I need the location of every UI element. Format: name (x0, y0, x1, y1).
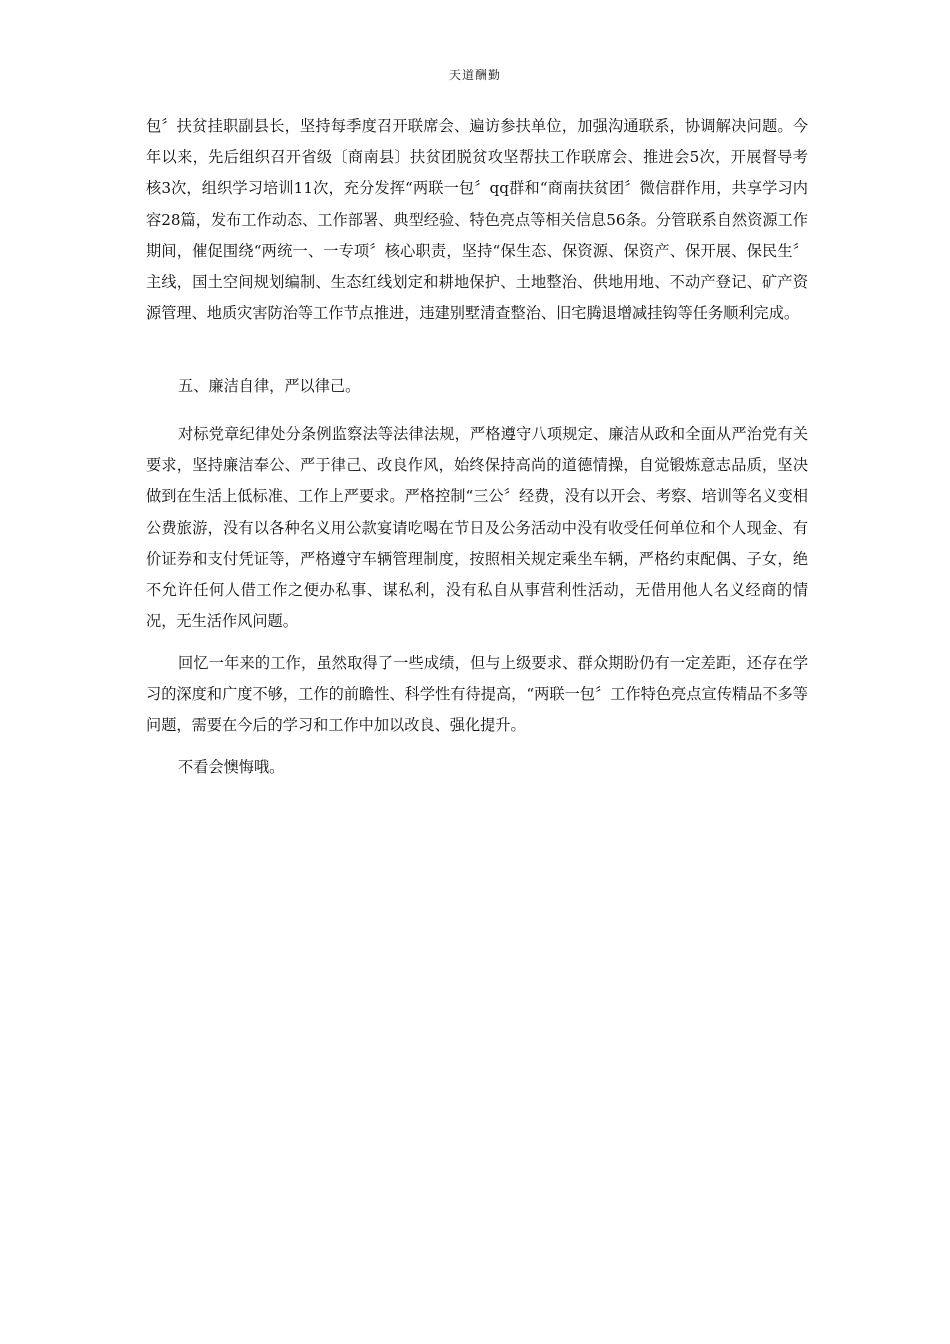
paragraph-continued: 包〞扶贫挂职副县长，坚持每季度召开联席会、遍访参扶单位，加强沟通联系，协调解决问题。今年以来，先后组织召开省级〔商南县〕扶贫团脱贫攻坚帮扶工作联席会、推进会5次，开展督导考核3次，组织学习培训11次，充分发挥“两联一包〞qq群和“商南扶贫团〞微信群作用，共享学习内容28篇，发布工作动态、工作部署、典型经验、特色亮点等相关信息56条。分管联系自然资源工作期间，催促围绕“两统一、一专项〞核心职责，坚持“保生态、保资源、保资产、保开展、保民生〞主线，国土空间规划编制、生态红线划定和耕地保护、土地整治、供地用地、不动产登记、矿产资源管理、地质灾害防治等工作节点推进，违建别墅清查整治、旧宅腾退增减挂钩等任务顺利完成。 (146, 117, 808, 323)
page-header: 天道酬勤 (448, 68, 501, 82)
paragraph-review: 回忆一年来的工作，虽然取得了一些成绩，但与上级要求、群众期盼仍有一定差距，还存在学习的深度和广度不够，工作的前瞻性、科学性有待提高，“两联一包〞工作特色亮点宣传精品不多等问题，需要在今后的学习和工作中加以改良、强化提升。 (146, 654, 808, 735)
paragraph-integrity: 对标党章纪律处分条例监察法等法律法规，严格遵守八项规定、廉洁从政和全面从严治党有关要求，坚持廉洁奉公、严于律己、改良作风，始终保持高尚的道德情操，自觉锻炼意志品质，坚决做到在生活上低标准、工作上严要求。严格控制“三公〞经费，没有以开会、考察、培训等名义变相公费旅游，没有以各种名义用公款宴请吃喝在节日及公务活动中没有收受任何单位和个人现金、有价证券和支付凭证等，严格遵守车辆管理制度，按照相关规定乘坐车辆，严格约束配偶、子女，绝不允许任何人借工作之便办私事、谋私利，没有私自从事营利性活动，无借用他人名义经商的情况，无生活作风问题。 (146, 425, 808, 631)
section-heading: 五、廉洁自律，严以律己。 (178, 377, 361, 395)
paragraph-closing: 不看会懊悔哦。 (178, 758, 285, 776)
